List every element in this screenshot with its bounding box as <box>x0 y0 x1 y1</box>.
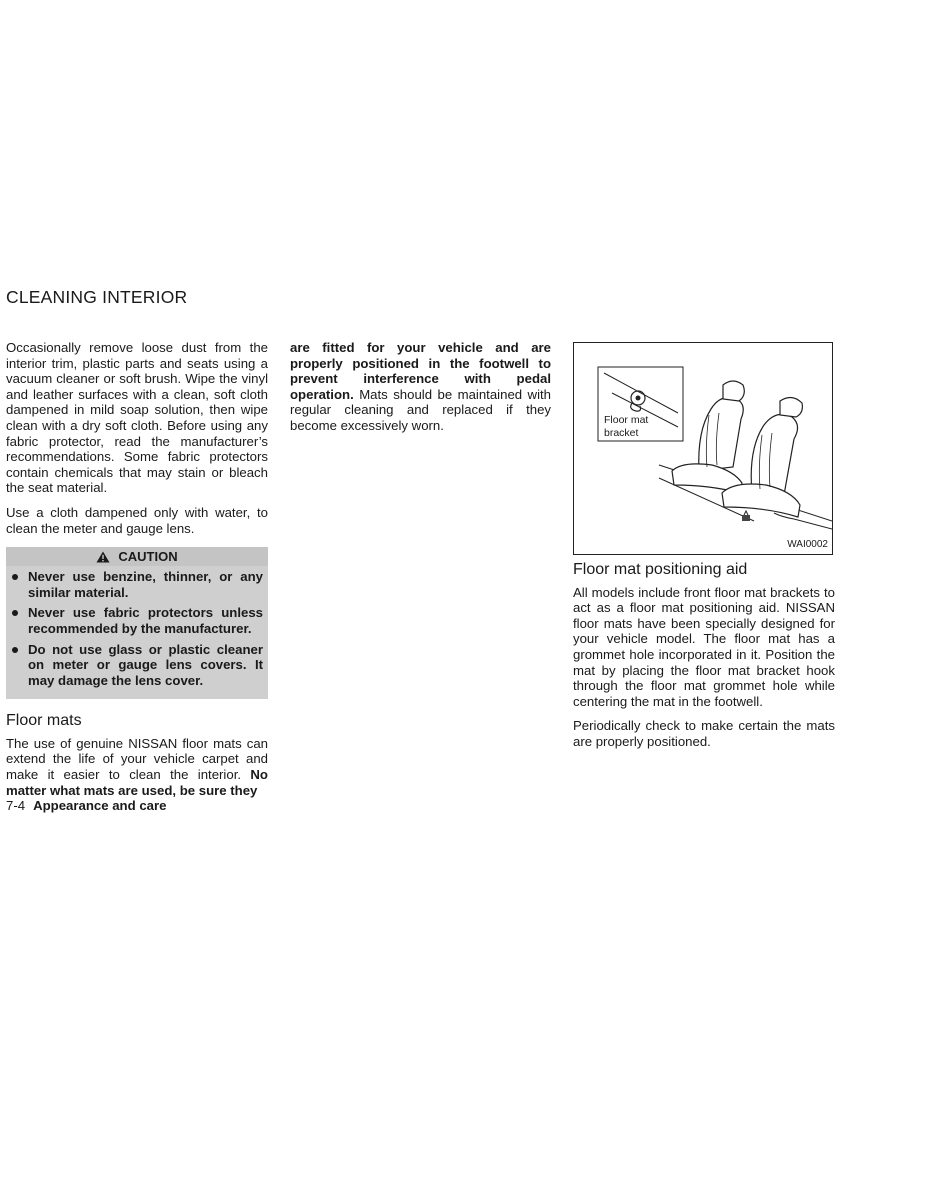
page-number: 7-4 <box>6 798 26 813</box>
seats-illustration <box>574 343 832 554</box>
positioning-check-paragraph: Periodically check to make certain the mats are properly positioned. <box>573 718 835 749</box>
caution-item <box>11 569 263 600</box>
column-right <box>573 562 835 759</box>
callout-line-2: bracket <box>604 427 639 439</box>
caution-item-text: Never use benzine, thinner, or any similar material. <box>28 569 263 600</box>
floor-mats-maintenance: Mats should be maintained with regular cleaning and replaced if they become excessively worn. <box>290 386 551 433</box>
bullet-icon <box>12 647 18 653</box>
floor-mat-figure <box>573 342 833 555</box>
bullet-icon <box>12 610 18 616</box>
floor-mats-paragraph <box>6 736 268 798</box>
bullet-icon <box>12 574 18 580</box>
chapter-title: Appearance and care <box>33 798 167 813</box>
figure-callout <box>604 414 648 440</box>
positioning-paragraph: All models include front floor mat brackets to act as a floor mat positioning aid. NISSAN floor mats have been specially designed for your vehicle model. The floor mat has a grommet hole incorporated in it. Position the mat by placing the floor mat bracket hook through the floor mat grommet hole while centering the mat in the footwell. <box>573 584 835 709</box>
caution-list <box>6 566 268 688</box>
page-title: CLEANING INTERIOR <box>6 287 188 307</box>
floor-mats-heading: Floor mats <box>6 712 82 730</box>
floor-mats-warning-cont: are fitted for your vehicle and are properly positioned in the footwell to prevent interference with pedal operation. <box>290 340 551 402</box>
caution-item <box>11 605 263 636</box>
floor-mats-warning: No matter what mats are used, be sure they <box>6 767 268 798</box>
caution-title: CAUTION <box>118 549 178 565</box>
caution-item-text: Never use fabric protectors unless recommended by the manufacturer. <box>28 605 263 636</box>
lens-paragraph: Use a cloth dampened only with water, to clean the meter and gauge lens. <box>6 504 268 536</box>
callout-line-1: Floor mat <box>604 414 649 426</box>
caution-item <box>11 642 263 689</box>
floor-mats-text: The use of genuine NISSAN floor mats can extend the life of your vehicle carpet and make it easier to clean the interior. <box>6 735 268 783</box>
caution-header <box>6 547 268 566</box>
page-footer <box>6 798 166 813</box>
floor-mats-continued <box>290 340 551 434</box>
caution-box <box>6 547 268 699</box>
positioning-heading: Floor mat positioning aid <box>573 561 748 578</box>
cleaning-paragraph: Occasionally remove loose dust from the interior trim, plastic parts and seats using a vacuum cleaner or soft brush. Wipe the vinyl and leather surfaces with a clean, soft cloth dampened in mild soap solution, then wipe clean with a dry soft cloth. Before using any fabric protector, read the manufacturer’s recommendations. Some fabric protectors contain chemicals that may stain or bleach the seat material. <box>6 340 268 496</box>
column-left <box>6 340 268 807</box>
column-middle <box>290 340 551 443</box>
warning-triangle-icon <box>96 551 110 563</box>
figure-code: WAI0002 <box>787 539 828 550</box>
caution-item-text: Do not use glass or plastic cleaner on meter or gauge lens covers. It may damage the lens cover. <box>28 641 263 688</box>
